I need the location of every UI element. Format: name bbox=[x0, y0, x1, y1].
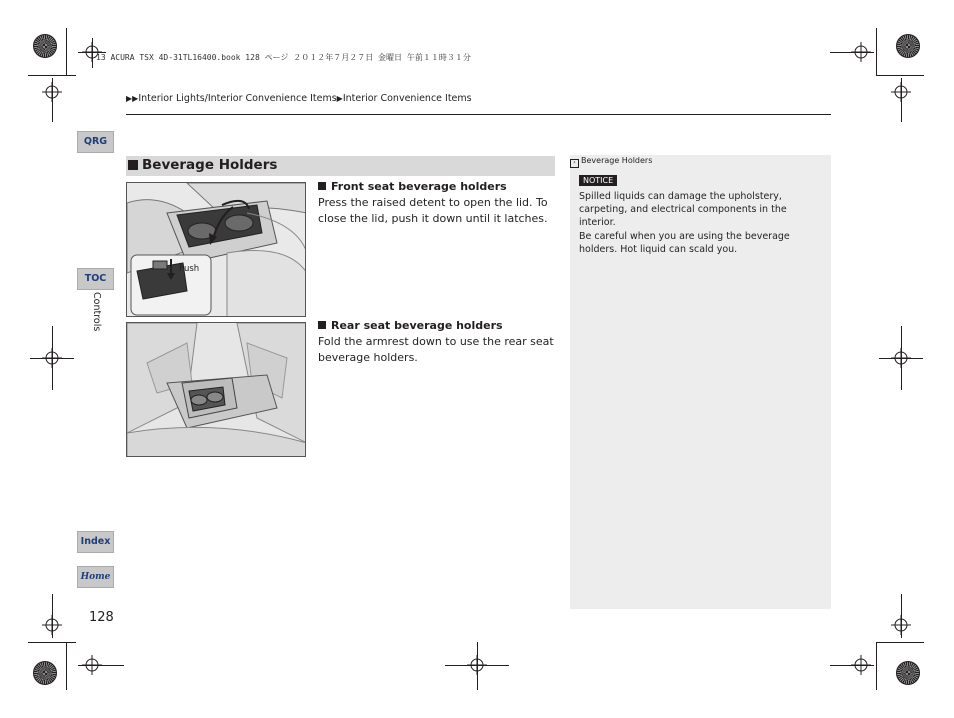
front-seat-heading-text: Front seat beverage holders bbox=[331, 180, 507, 193]
section-title: Beverage Holders bbox=[142, 157, 278, 173]
notice-panel bbox=[570, 155, 831, 609]
header-divider bbox=[126, 114, 831, 115]
push-callout: Push bbox=[179, 264, 200, 274]
square-bullet-icon bbox=[318, 182, 326, 190]
armrest-drawing bbox=[127, 323, 306, 457]
notice-text-2: Be careful when you are using the beverage holders. Hot liquid can scald you. bbox=[579, 231, 790, 255]
section-heading-bar bbox=[126, 156, 555, 176]
registration-sunburst-icon bbox=[33, 661, 57, 685]
registration-sunburst-icon bbox=[896, 34, 920, 58]
console-drawing bbox=[127, 183, 306, 317]
breadcrumb-current[interactable]: Interior Convenience Items bbox=[342, 93, 472, 104]
square-bullet-icon bbox=[128, 160, 138, 170]
crosshair-target-icon bbox=[851, 655, 871, 675]
rear-beverage-holder-illustration bbox=[126, 322, 306, 457]
tab-qrg[interactable]: QRG bbox=[77, 131, 114, 153]
panel-reference[interactable] bbox=[570, 156, 652, 168]
page-number: 128 bbox=[89, 610, 114, 625]
print-job-header: 13 ACURA TSX 4D-31TL16400.book 128 ページ ２０１２年７月２７日 金曜日 午前１１時３１分 bbox=[96, 53, 471, 62]
rear-seat-heading bbox=[318, 319, 503, 332]
tab-toc[interactable]: TOC bbox=[77, 268, 114, 290]
registration-sunburst-icon bbox=[33, 34, 57, 58]
panel-reference-title: Beverage Holders bbox=[581, 156, 653, 165]
breadcrumb-separator-icon: ▶ bbox=[336, 94, 343, 103]
notice-badge: NOTICE bbox=[579, 175, 617, 186]
crosshair-target-icon bbox=[851, 42, 871, 62]
crosshair-target-icon bbox=[82, 655, 102, 675]
reference-link-icon: › bbox=[570, 159, 579, 168]
front-seat-heading bbox=[318, 180, 507, 193]
tab-index[interactable]: Index bbox=[77, 531, 114, 553]
breadcrumb-link-lights[interactable]: Interior Lights/Interior Convenience Items bbox=[138, 93, 337, 104]
rear-seat-heading-text: Rear seat beverage holders bbox=[331, 319, 503, 332]
breadcrumb bbox=[126, 93, 472, 104]
home-button[interactable] bbox=[77, 566, 114, 588]
front-beverage-holder-illustration bbox=[126, 182, 306, 317]
breadcrumb-arrows-icon: ▶▶ bbox=[126, 94, 139, 103]
front-seat-text: Press the raised detent to open the lid. To close the lid, push it down until it latches. bbox=[318, 196, 548, 225]
registration-sunburst-icon bbox=[896, 661, 920, 685]
rear-seat-text: Fold the armrest down to use the rear seat beverage holders. bbox=[318, 335, 554, 364]
square-bullet-icon bbox=[318, 321, 326, 329]
notice-text-1: Spilled liquids can damage the upholstery, carpeting, and electrical components in the interior. bbox=[579, 191, 787, 228]
home-label: Home bbox=[80, 572, 111, 582]
chapter-label: Controls bbox=[91, 292, 102, 332]
